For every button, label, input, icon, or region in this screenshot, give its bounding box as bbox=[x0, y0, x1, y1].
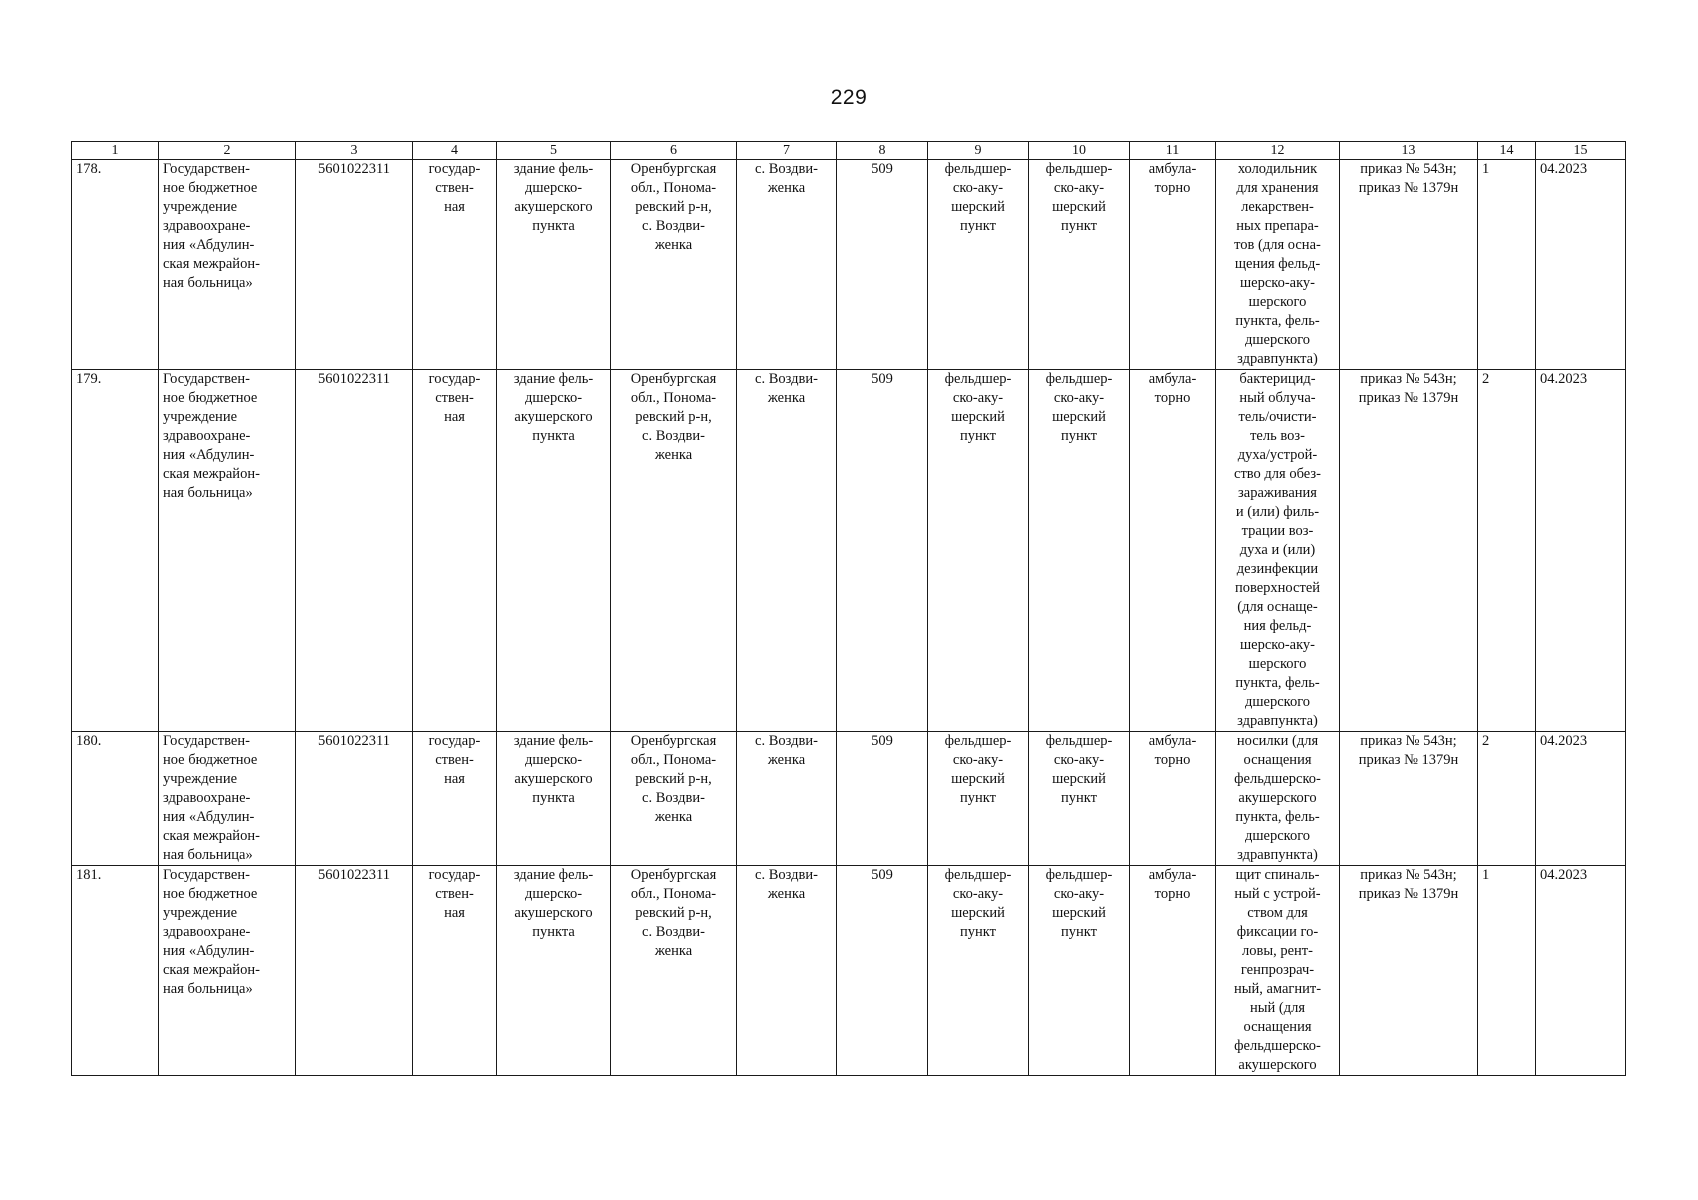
cell-line: тель воз- bbox=[1250, 428, 1305, 444]
cell-line: фельдшер- bbox=[944, 733, 1012, 749]
cell-line: для хранения bbox=[1236, 180, 1319, 196]
cell-line: фельдшер- bbox=[944, 867, 1012, 883]
column-header: 13 bbox=[1340, 142, 1478, 160]
cell-line: здравпункта) bbox=[1237, 847, 1318, 863]
cell-line: Государствен- bbox=[163, 867, 250, 883]
column-header: 15 bbox=[1536, 142, 1626, 160]
cell-line: с. Воздви- bbox=[755, 867, 818, 883]
row-number-cell: 181. bbox=[72, 866, 159, 1076]
cell-line: поверхностей bbox=[1234, 580, 1321, 596]
registry-body bbox=[72, 160, 1626, 1076]
cell-line: амбула- bbox=[1148, 733, 1197, 749]
cell-line: пункт bbox=[960, 218, 996, 234]
cell-line: учреждение bbox=[163, 199, 238, 215]
cell-line: женка bbox=[654, 447, 693, 463]
equipment-cell bbox=[1216, 866, 1340, 1076]
cell-line: ная bbox=[444, 199, 465, 215]
population-cell: 509 bbox=[837, 732, 928, 866]
unit-name-cell bbox=[1029, 732, 1130, 866]
cell-line: пункт bbox=[960, 428, 996, 444]
header-row bbox=[72, 142, 1626, 160]
cell-line: фельдшер- bbox=[1045, 733, 1113, 749]
cell-line: ния фельд- bbox=[1243, 618, 1312, 634]
care-type-cell bbox=[1130, 160, 1216, 370]
cell-line: тов (для осна- bbox=[1234, 237, 1321, 253]
cell-line: Государствен- bbox=[163, 733, 250, 749]
cell-line: обл., Понома- bbox=[630, 886, 717, 902]
cell-line: обл., Понома- bbox=[630, 752, 717, 768]
cell-line: с. Воздви- bbox=[642, 218, 705, 234]
cell-line: оснащения bbox=[1243, 752, 1312, 768]
cell-line: ный облуча- bbox=[1239, 390, 1316, 406]
settlement-cell bbox=[737, 866, 837, 1076]
cell-line: ный с устрой- bbox=[1234, 886, 1321, 902]
cell-line: ская межрайон- bbox=[163, 828, 260, 844]
cell-line: лекарствен- bbox=[1241, 199, 1314, 215]
date-cell: 04.2023 bbox=[1536, 370, 1626, 732]
cell-line: здание фель- bbox=[513, 161, 594, 177]
cell-line: Государствен- bbox=[163, 161, 250, 177]
cell-line: фельдшер- bbox=[944, 371, 1012, 387]
date-cell: 04.2023 bbox=[1536, 732, 1626, 866]
cell-line: (для оснаще- bbox=[1237, 599, 1318, 615]
cell-line: приказ № 543н; bbox=[1360, 733, 1457, 749]
ownership-cell bbox=[413, 732, 497, 866]
cell-line: ния «Абдулин- bbox=[163, 943, 255, 959]
cell-line: дшерского bbox=[1244, 332, 1311, 348]
address-cell bbox=[611, 370, 737, 732]
cell-line: учреждение bbox=[163, 771, 238, 787]
cell-line: ствен- bbox=[435, 180, 474, 196]
cell-line: женка bbox=[654, 237, 693, 253]
cell-line: ско-аку- bbox=[1053, 886, 1105, 902]
cell-line: ное бюджетное bbox=[163, 390, 258, 406]
cell-line: Государствен- bbox=[163, 371, 250, 387]
cell-line: государ- bbox=[428, 161, 481, 177]
column-header: 2 bbox=[159, 142, 296, 160]
ownership-cell bbox=[413, 370, 497, 732]
column-header: 9 bbox=[928, 142, 1029, 160]
cell-line: приказ № 543н; bbox=[1360, 161, 1457, 177]
cell-line: ско-аку- bbox=[1053, 390, 1105, 406]
cell-line: ное бюджетное bbox=[163, 180, 258, 196]
cell-line: шерский bbox=[1052, 905, 1106, 921]
column-header: 7 bbox=[737, 142, 837, 160]
registry-table bbox=[71, 141, 1626, 1076]
column-header: 4 bbox=[413, 142, 497, 160]
cell-line: с. Воздви- bbox=[755, 371, 818, 387]
cell-line: шерского bbox=[1248, 294, 1307, 310]
cell-line: ствен- bbox=[435, 886, 474, 902]
cell-line: ско-аку- bbox=[952, 180, 1004, 196]
cell-line: шерский bbox=[951, 199, 1005, 215]
address-cell bbox=[611, 866, 737, 1076]
cell-line: здравоохране- bbox=[163, 428, 251, 444]
cell-line: ния «Абдулин- bbox=[163, 809, 255, 825]
inn-cell: 5601022311 bbox=[296, 160, 413, 370]
cell-line: ская межрайон- bbox=[163, 466, 260, 482]
address-cell bbox=[611, 732, 737, 866]
cell-line: ный (для bbox=[1250, 1000, 1305, 1016]
column-header: 6 bbox=[611, 142, 737, 160]
inn-cell: 5601022311 bbox=[296, 866, 413, 1076]
cell-line: акушерского bbox=[1238, 790, 1317, 806]
cell-line: акушерского bbox=[514, 409, 593, 425]
equipment-cell bbox=[1216, 160, 1340, 370]
unit-name-cell bbox=[1029, 370, 1130, 732]
cell-line: фельдшер- bbox=[1045, 371, 1113, 387]
cell-line: шерский bbox=[1052, 199, 1106, 215]
column-header: 14 bbox=[1478, 142, 1536, 160]
cell-line: ствен- bbox=[435, 752, 474, 768]
cell-line: с. Воздви- bbox=[642, 790, 705, 806]
population-cell: 509 bbox=[837, 866, 928, 1076]
building-cell bbox=[497, 160, 611, 370]
cell-line: фельдшер- bbox=[1045, 867, 1113, 883]
cell-line: ное бюджетное bbox=[163, 886, 258, 902]
cell-line: шерско-аку- bbox=[1239, 637, 1316, 653]
cell-line: духа и (или) bbox=[1239, 542, 1316, 558]
table-row bbox=[72, 732, 1626, 866]
cell-line: амбула- bbox=[1148, 867, 1197, 883]
cell-line: с. Воздви- bbox=[755, 733, 818, 749]
cell-line: торно bbox=[1154, 180, 1191, 196]
cell-line: пункт bbox=[1061, 428, 1097, 444]
cell-line: шерский bbox=[951, 905, 1005, 921]
column-header: 1 bbox=[72, 142, 159, 160]
date-cell: 04.2023 bbox=[1536, 866, 1626, 1076]
cell-line: ревский р-н, bbox=[635, 409, 712, 425]
order-cell bbox=[1340, 732, 1478, 866]
cell-line: акушерского bbox=[1238, 1057, 1317, 1073]
cell-line: торно bbox=[1154, 752, 1191, 768]
cell-line: шерский bbox=[951, 409, 1005, 425]
cell-line: ное бюджетное bbox=[163, 752, 258, 768]
organization-cell bbox=[159, 370, 296, 732]
cell-line: здание фель- bbox=[513, 371, 594, 387]
cell-line: ско-аку- bbox=[952, 886, 1004, 902]
table-row bbox=[72, 866, 1626, 1076]
cell-line: акушерского bbox=[514, 199, 593, 215]
ownership-cell bbox=[413, 866, 497, 1076]
cell-line: пункт bbox=[1061, 924, 1097, 940]
cell-line: с. Воздви- bbox=[755, 161, 818, 177]
row-number-cell: 180. bbox=[72, 732, 159, 866]
building-cell bbox=[497, 732, 611, 866]
cell-line: ная bbox=[444, 409, 465, 425]
cell-line: ная больница» bbox=[163, 981, 253, 997]
cell-line: духа/устрой- bbox=[1237, 447, 1318, 463]
cell-line: пункт bbox=[960, 924, 996, 940]
order-cell bbox=[1340, 160, 1478, 370]
cell-line: государ- bbox=[428, 733, 481, 749]
organization-cell bbox=[159, 732, 296, 866]
cell-line: ско-аку- bbox=[952, 752, 1004, 768]
equipment-cell bbox=[1216, 732, 1340, 866]
cell-line: Оренбургская bbox=[630, 371, 717, 387]
cell-line: женка bbox=[654, 809, 693, 825]
inn-cell: 5601022311 bbox=[296, 732, 413, 866]
cell-line: ный, амагнит- bbox=[1233, 981, 1322, 997]
cell-line: ствен- bbox=[435, 390, 474, 406]
quantity-cell: 2 bbox=[1478, 732, 1536, 866]
building-cell bbox=[497, 866, 611, 1076]
cell-line: амбула- bbox=[1148, 161, 1197, 177]
column-header: 8 bbox=[837, 142, 928, 160]
cell-line: шерского bbox=[1248, 656, 1307, 672]
cell-line: ния «Абдулин- bbox=[163, 237, 255, 253]
cell-line: шерский bbox=[951, 771, 1005, 787]
cell-line: ская межрайон- bbox=[163, 962, 260, 978]
page-number: 229 bbox=[830, 86, 868, 109]
cell-line: бактерицид- bbox=[1239, 371, 1316, 387]
cell-line: ная больница» bbox=[163, 485, 253, 501]
cell-line: здравоохране- bbox=[163, 924, 251, 940]
quantity-cell: 1 bbox=[1478, 866, 1536, 1076]
cell-line: пункта bbox=[532, 924, 575, 940]
cell-line: оснащения bbox=[1243, 1019, 1312, 1035]
cell-line: обл., Понома- bbox=[630, 180, 717, 196]
care-type-cell bbox=[1130, 866, 1216, 1076]
cell-line: государ- bbox=[428, 371, 481, 387]
order-cell bbox=[1340, 866, 1478, 1076]
cell-line: здравоохране- bbox=[163, 790, 251, 806]
cell-line: акушерского bbox=[514, 905, 593, 921]
table-row bbox=[72, 370, 1626, 732]
unit-type-cell bbox=[928, 160, 1029, 370]
cell-line: фиксации го- bbox=[1236, 924, 1319, 940]
unit-type-cell bbox=[928, 732, 1029, 866]
population-cell: 509 bbox=[837, 160, 928, 370]
cell-line: ная bbox=[444, 905, 465, 921]
cell-line: приказ № 543н; bbox=[1360, 867, 1457, 883]
settlement-cell bbox=[737, 370, 837, 732]
inn-cell: 5601022311 bbox=[296, 370, 413, 732]
cell-line: женка bbox=[654, 943, 693, 959]
cell-line: дшерско- bbox=[524, 390, 583, 406]
row-number-cell: 179. bbox=[72, 370, 159, 732]
settlement-cell bbox=[737, 160, 837, 370]
cell-line: дшерского bbox=[1244, 694, 1311, 710]
cell-line: приказ № 1379н bbox=[1358, 390, 1459, 406]
cell-line: Оренбургская bbox=[630, 867, 717, 883]
population-cell: 509 bbox=[837, 370, 928, 732]
cell-line: торно bbox=[1154, 886, 1191, 902]
cell-line: женка bbox=[767, 180, 806, 196]
cell-line: пункта bbox=[532, 218, 575, 234]
cell-line: пункта, фель- bbox=[1235, 809, 1320, 825]
address-cell bbox=[611, 160, 737, 370]
care-type-cell bbox=[1130, 732, 1216, 866]
cell-line: здание фель- bbox=[513, 733, 594, 749]
cell-line: пункт bbox=[1061, 790, 1097, 806]
cell-line: с. Воздви- bbox=[642, 924, 705, 940]
cell-line: трации воз- bbox=[1241, 523, 1314, 539]
organization-cell bbox=[159, 160, 296, 370]
cell-line: фельдшерско- bbox=[1234, 1038, 1321, 1054]
cell-line: ная bbox=[444, 771, 465, 787]
cell-line: ревский р-н, bbox=[635, 199, 712, 215]
cell-line: пункта bbox=[532, 790, 575, 806]
cell-line: государ- bbox=[428, 867, 481, 883]
column-header: 5 bbox=[497, 142, 611, 160]
cell-line: приказ № 1379н bbox=[1358, 752, 1459, 768]
cell-line: шерский bbox=[1052, 771, 1106, 787]
cell-line: шерско-аку- bbox=[1239, 275, 1316, 291]
column-header: 10 bbox=[1029, 142, 1130, 160]
cell-line: ско-аку- bbox=[1053, 752, 1105, 768]
cell-line: зараживания bbox=[1238, 485, 1317, 501]
cell-line: учреждение bbox=[163, 905, 238, 921]
cell-line: ная больница» bbox=[163, 847, 253, 863]
cell-line: и (или) филь- bbox=[1235, 504, 1320, 520]
date-cell: 04.2023 bbox=[1536, 160, 1626, 370]
cell-line: женка bbox=[767, 752, 806, 768]
cell-line: здание фель- bbox=[513, 867, 594, 883]
settlement-cell bbox=[737, 732, 837, 866]
cell-line: женка bbox=[767, 886, 806, 902]
cell-line: пункта, фель- bbox=[1235, 675, 1320, 691]
cell-line: приказ № 543н; bbox=[1360, 371, 1457, 387]
cell-line: ных препара- bbox=[1236, 218, 1319, 234]
quantity-cell: 2 bbox=[1478, 370, 1536, 732]
cell-line: пункта, фель- bbox=[1235, 313, 1320, 329]
cell-line: пункт bbox=[960, 790, 996, 806]
cell-line: шерский bbox=[1052, 409, 1106, 425]
cell-line: фельдшер- bbox=[1045, 161, 1113, 177]
cell-line: ство для обез- bbox=[1234, 466, 1321, 482]
cell-line: ско-аку- bbox=[952, 390, 1004, 406]
column-header: 11 bbox=[1130, 142, 1216, 160]
cell-line: акушерского bbox=[514, 771, 593, 787]
cell-line: пункта bbox=[532, 428, 575, 444]
organization-cell bbox=[159, 866, 296, 1076]
table-row bbox=[72, 160, 1626, 370]
cell-line: тель/очисти- bbox=[1238, 409, 1317, 425]
cell-line: дшерско- bbox=[524, 886, 583, 902]
quantity-cell: 1 bbox=[1478, 160, 1536, 370]
unit-type-cell bbox=[928, 866, 1029, 1076]
cell-line: носилки (для bbox=[1236, 733, 1319, 749]
unit-name-cell bbox=[1029, 160, 1130, 370]
cell-line: ревский р-н, bbox=[635, 905, 712, 921]
order-cell bbox=[1340, 370, 1478, 732]
unit-name-cell bbox=[1029, 866, 1130, 1076]
cell-line: дшерско- bbox=[524, 180, 583, 196]
cell-line: учреждение bbox=[163, 409, 238, 425]
unit-type-cell bbox=[928, 370, 1029, 732]
cell-line: здравпункта) bbox=[1237, 351, 1318, 367]
cell-line: Оренбургская bbox=[630, 733, 717, 749]
cell-line: генпрозрач- bbox=[1240, 962, 1315, 978]
row-number-cell: 178. bbox=[72, 160, 159, 370]
cell-line: ско-аку- bbox=[1053, 180, 1105, 196]
equipment-cell bbox=[1216, 370, 1340, 732]
cell-line: приказ № 1379н bbox=[1358, 886, 1459, 902]
cell-line: ная больница» bbox=[163, 275, 253, 291]
care-type-cell bbox=[1130, 370, 1216, 732]
cell-line: приказ № 1379н bbox=[1358, 180, 1459, 196]
column-header: 12 bbox=[1216, 142, 1340, 160]
cell-line: дезинфекции bbox=[1236, 561, 1319, 577]
cell-line: с. Воздви- bbox=[642, 428, 705, 444]
cell-line: Оренбургская bbox=[630, 161, 717, 177]
cell-line: здравпункта) bbox=[1237, 713, 1318, 729]
cell-line: ловы, рент- bbox=[1242, 943, 1313, 959]
column-header: 3 bbox=[296, 142, 413, 160]
building-cell bbox=[497, 370, 611, 732]
cell-line: фельдшер- bbox=[944, 161, 1012, 177]
cell-line: ния «Абдулин- bbox=[163, 447, 255, 463]
ownership-cell bbox=[413, 160, 497, 370]
cell-line: фельдшерско- bbox=[1234, 771, 1321, 787]
cell-line: щит спиналь- bbox=[1235, 867, 1320, 883]
cell-line: торно bbox=[1154, 390, 1191, 406]
cell-line: пункт bbox=[1061, 218, 1097, 234]
cell-line: дшерско- bbox=[524, 752, 583, 768]
cell-line: здравоохране- bbox=[163, 218, 251, 234]
cell-line: амбула- bbox=[1148, 371, 1197, 387]
cell-line: дшерского bbox=[1244, 828, 1311, 844]
cell-line: ская межрайон- bbox=[163, 256, 260, 272]
cell-line: ревский р-н, bbox=[635, 771, 712, 787]
cell-line: ством для bbox=[1247, 905, 1308, 921]
cell-line: обл., Понома- bbox=[630, 390, 717, 406]
cell-line: женка bbox=[767, 390, 806, 406]
cell-line: щения фельд- bbox=[1234, 256, 1321, 272]
cell-line: холодильник bbox=[1237, 161, 1318, 177]
